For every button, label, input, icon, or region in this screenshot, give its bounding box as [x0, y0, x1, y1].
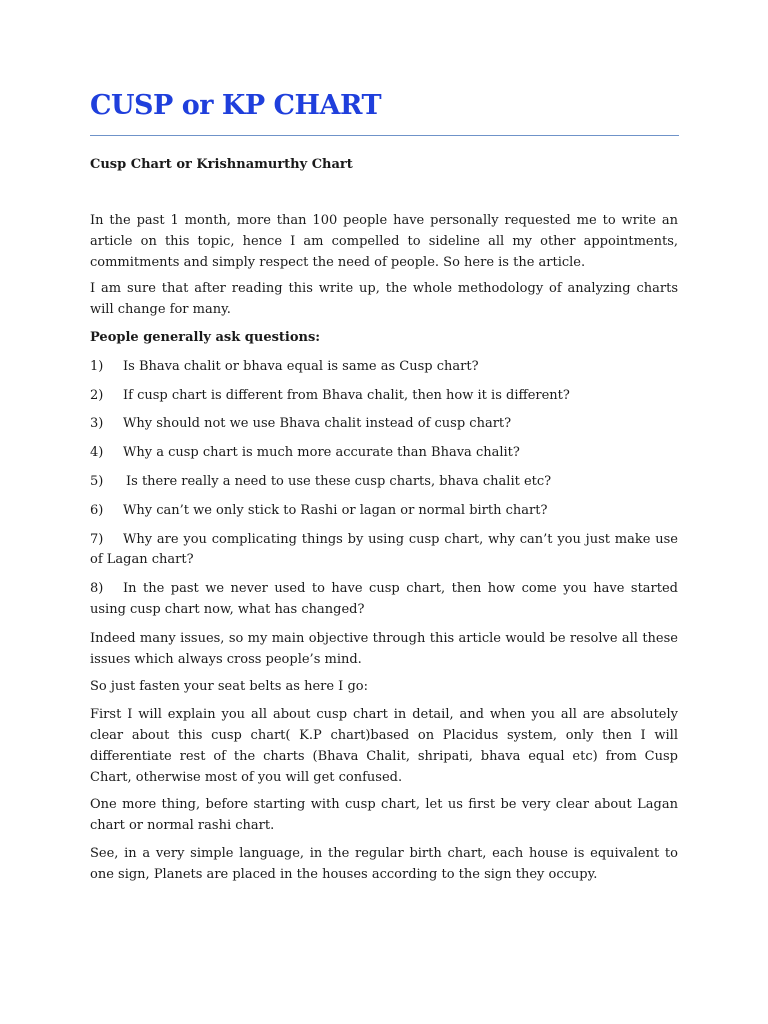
list-item	[90, 443, 678, 464]
paragraph: First I will explain you all about cusp chart in detail, and when you all are absolutely clear about this cusp chart( K.P chart)based on Placidus system, only then I will differentiate rest of the charts (Bhava Chalit, shripati, bhava equal etc) from Cusp Chart, otherwise most of you will get confused.	[90, 707, 678, 785]
list-item-text: Why can’t we only stick to Rashi or lagan or normal birth chart?	[123, 502, 548, 518]
title-underline	[90, 135, 679, 136]
list-item-number: 6)	[90, 502, 104, 518]
paragraph: So just fasten your seat belts as here I go:	[90, 679, 368, 695]
list-item	[90, 414, 678, 435]
list-item-text: If cusp chart is different from Bhava chalit, then how it is different?	[123, 387, 570, 403]
list-item-number: 4)	[90, 445, 104, 461]
paragraph: I am sure that after reading this write up, the whole methodology of analyzing charts will change for many.	[90, 281, 678, 318]
questions-list	[90, 357, 678, 621]
list-item	[90, 472, 678, 493]
list-item-number: 3)	[90, 416, 104, 432]
document-body	[90, 211, 678, 893]
list-item-text: Is there really a need to use these cusp charts, bhava chalit etc?	[126, 473, 552, 489]
list-item-number: 7)	[90, 531, 104, 547]
list-item-text: Why a cusp chart is much more accurate than Bhava chalit?	[123, 445, 520, 461]
paragraph: One more thing, before starting with cusp chart, let us first be very clear about Lagan chart or normal rashi chart.	[90, 797, 678, 834]
list-item	[90, 386, 678, 407]
list-item	[90, 530, 678, 572]
paragraph: In the past 1 month, more than 100 people have personally requested me to write an article on this topic, hence I am compelled to sideline all my other appointments, commitments and simply respect the need of people. So here is the article.	[90, 213, 678, 270]
list-item-text: Why are you complicating things by using cusp chart, why can’t you just make use of Lagan chart?	[90, 531, 678, 568]
questions-heading: People generally ask questions:	[90, 329, 321, 345]
paragraph: Indeed many issues, so my main objective through this article would be resolve all these issues which always cross people’s mind.	[90, 630, 678, 667]
list-item-number: 2)	[90, 387, 104, 403]
list-item-text: Is Bhava chalit or bhava equal is same as Cusp chart?	[123, 358, 479, 374]
list-item-text: In the past we never used to have cusp chart, then how come you have started using cusp chart now, what has changed?	[90, 581, 678, 617]
list-item-text: Why should not we use Bhava chalit instead of cusp chart?	[123, 416, 512, 432]
list-item-number: 8)	[90, 581, 104, 597]
list-item-number: 5)	[90, 473, 104, 489]
list-item	[90, 357, 678, 378]
list-item-number: 1)	[90, 358, 104, 374]
list-item	[90, 501, 678, 522]
list-item	[90, 579, 678, 621]
paragraph: See, in a very simple language, in the regular birth chart, each house is equivalent to one sign, Planets are placed in the houses according to the sign they occupy.	[90, 845, 678, 882]
document-title: CUSP or KP CHART	[90, 90, 382, 121]
document-subtitle: Cusp Chart or Krishnamurthy Chart	[90, 157, 353, 172]
